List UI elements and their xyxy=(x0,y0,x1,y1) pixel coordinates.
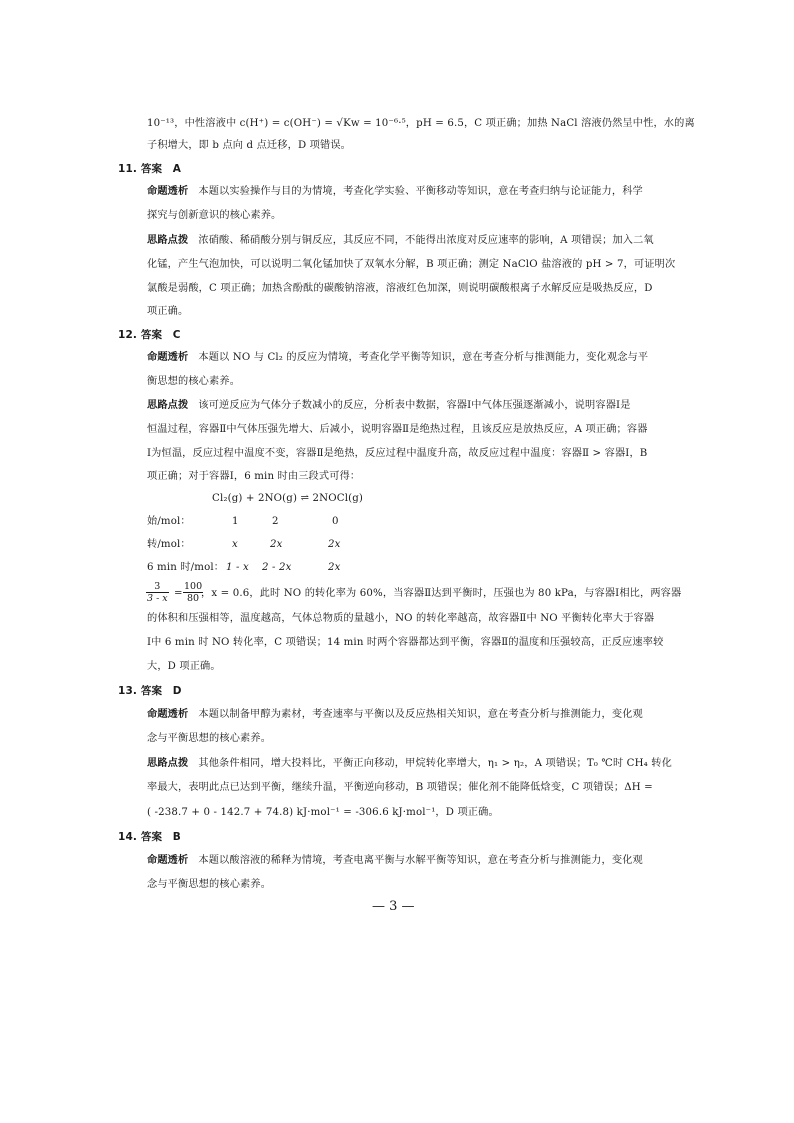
q10-line-1: 10⁻¹³，中性溶液中 c(H⁺) = c(OH⁻) = √Kw = 10⁻⁶·⁵，pH = 6.5，C 项正确；加热 NaCl 溶液仍然呈中性，水的离 xyxy=(147,118,695,129)
page-number: — 3 — xyxy=(372,899,415,914)
q11-hint-line-4: 项正确。 xyxy=(147,306,189,317)
q11-hint-line-1 xyxy=(147,234,654,248)
q12-row-change-b: 2x xyxy=(270,539,283,550)
q11-analysis-line-1 xyxy=(147,185,643,199)
q14-analysis-label: 命题透析 xyxy=(147,855,189,866)
q12-analysis-text-1: 本题以 NO 与 Cl₂ 的反应为情境，考查化学平衡等知识，意在考查分析与推测能力，变化观念与平 xyxy=(198,352,649,363)
q12-fraction-1-denominator: 3 - x xyxy=(147,593,168,604)
q11-hint-line-3: 氯酸是弱酸，C 项正确；加热含酚酞的碳酸钠溶液，溶液红色加深，则说明碳酸根离子水解反应是吸热反应，D xyxy=(147,283,653,294)
q11-analysis-text-1: 本题以实验操作与目的为情境，考查化学实验、平衡移动等知识，意在考查归纳与论证能力，科学 xyxy=(198,186,643,197)
q12-hint-label: 思路点拨 xyxy=(147,400,189,411)
q12-hint-line-2: 恒温过程，容器Ⅱ中气体压强先增大、后减小，说明容器Ⅱ是绝热过程，且该反应是放热反应，A 项正确；容器 xyxy=(147,424,648,435)
q13-analysis-label: 命题透析 xyxy=(147,709,189,720)
q12-equation: Cl₂(g) + 2NO(g) ⇌ 2NOCl(g) xyxy=(212,493,364,504)
q10-line-2: 子积增大，即 b 点向 d 点迁移，D 项错误。 xyxy=(147,140,352,151)
q12-tail-line-1: 的体积和压强相等，温度越高，气体总物质的量越小，NO 的转化率越高，故容器Ⅱ中 NO 平衡转化率大于容器 xyxy=(147,613,655,624)
q12-hint-line-3: Ⅰ为恒温，反应过程中温度不变，容器Ⅱ是绝热，反应过程中温度升高，故反应过程中温度：容器Ⅱ > 容器Ⅰ，B xyxy=(147,448,648,459)
q12-fraction-1-numerator: 3 xyxy=(146,581,169,593)
q13-analysis-line-2: 念与平衡思想的核心素养。 xyxy=(147,733,272,744)
q13-hint-line-1 xyxy=(147,757,672,771)
q11-analysis-label: 命题透析 xyxy=(147,186,189,197)
q12-hint-line-4: 项正确；对于容器Ⅰ，6 min 时由三段式可得： xyxy=(147,471,361,482)
q12-row-start-c: 0 xyxy=(332,516,339,527)
q14-analysis-text-1: 本题以酸溶液的稀释为情境，考查电离平衡与水解平衡等知识，意在考查分析与推测能力，变化观 xyxy=(198,855,643,866)
q12-row-6min-label: 6 min 时/mol： xyxy=(147,562,225,573)
q13-hint-line-2: 率最大，表明此点已达到平衡，继续升温，平衡逆向移动，B 项错误；催化剂不能降低焓变，C 项错误；ΔH = xyxy=(147,782,653,793)
q12-tail-line-3: 大，D 项正确。 xyxy=(147,661,221,672)
q12-analysis-label: 命题透析 xyxy=(147,352,189,363)
q12-row-6min-b: 2 - 2x xyxy=(262,562,292,573)
q12-after-fraction: ，x = 0.6，此时 NO 的转化率为 60%，当容器Ⅱ达到平衡时，压强也为 80 kPa，与容器Ⅰ相比，两容器 xyxy=(201,588,682,599)
q12-row-6min-a: 1 - x xyxy=(226,562,249,573)
q14-analysis-line-2: 念与平衡思想的核心素养。 xyxy=(147,879,272,890)
q14-answer-header: 14. 答案 B xyxy=(118,831,181,843)
q13-hint-line-3: ( -238.7 + 0 - 142.7 + 74.8) kJ·mol⁻¹ = -306.6 kJ·mol⁻¹，D 项正确。 xyxy=(147,807,499,818)
q12-row-start-a: 1 xyxy=(232,516,239,527)
q11-hint-text-1: 浓硝酸、稀硝酸分别与铜反应，其反应不同，不能得出浓度对反应速率的影响，A 项错误；加入二氧 xyxy=(198,235,654,246)
q13-hint-text-1: 其他条件相同，增大投料比，平衡正向移动，甲烷转化率增大，η₁ > η₂，A 项错误；T₀ ℃时 CH₄ 转化 xyxy=(198,758,672,769)
q12-fraction-2-denominator: 80 xyxy=(187,593,200,604)
q11-hint-label: 思路点拨 xyxy=(147,235,189,246)
q12-analysis-line-1 xyxy=(147,351,648,365)
q12-hint-line-1 xyxy=(147,399,631,413)
q12-fraction-equals: = xyxy=(174,588,183,599)
q13-answer-header: 13. 答案 D xyxy=(118,685,182,697)
q12-row-change-label: 转/mol： xyxy=(147,539,191,550)
q13-hint-label: 思路点拨 xyxy=(147,758,189,769)
q11-answer-header: 11. 答案 A xyxy=(118,163,182,175)
q12-row-start-b: 2 xyxy=(272,516,279,527)
q13-analysis-text-1: 本题以制备甲醇为素材，考查速率与平衡以及反应热相关知识，意在考查分析与推测能力，变化观 xyxy=(198,709,643,720)
q12-fraction-2-numerator: 100 xyxy=(184,581,203,592)
q12-row-start-label: 始/mol： xyxy=(147,516,191,527)
q12-row-6min-c: 2x xyxy=(328,562,341,573)
q12-row-change-a: x xyxy=(232,539,238,550)
q12-row-change-c: 2x xyxy=(328,539,341,550)
q12-answer-header: 12. 答案 C xyxy=(118,329,181,341)
q14-analysis-line-1 xyxy=(147,854,643,868)
q12-hint-text-1: 该可逆反应为气体分子数减小的反应，分析表中数据，容器Ⅰ中气体压强逐渐减小，说明容器Ⅰ是 xyxy=(198,400,631,411)
q11-hint-line-2: 化锰，产生气泡加快，可以说明二氧化锰加快了双氧水分解，B 项正确；测定 NaClO 盐溶液的 pH > 7，可证明次 xyxy=(147,259,676,270)
q12-tail-line-2: Ⅰ中 6 min 时 NO 转化率，C 项错误；14 min 时两个容器都达到平衡，容器Ⅱ的温度和压强较高，正反应速率较 xyxy=(147,637,664,648)
q13-analysis-line-1 xyxy=(147,708,643,722)
q12-fraction-1 xyxy=(146,581,169,604)
q11-analysis-line-2: 探究与创新意识的核心素养。 xyxy=(147,210,282,221)
q12-analysis-line-2: 衡思想的核心素养。 xyxy=(147,376,241,387)
